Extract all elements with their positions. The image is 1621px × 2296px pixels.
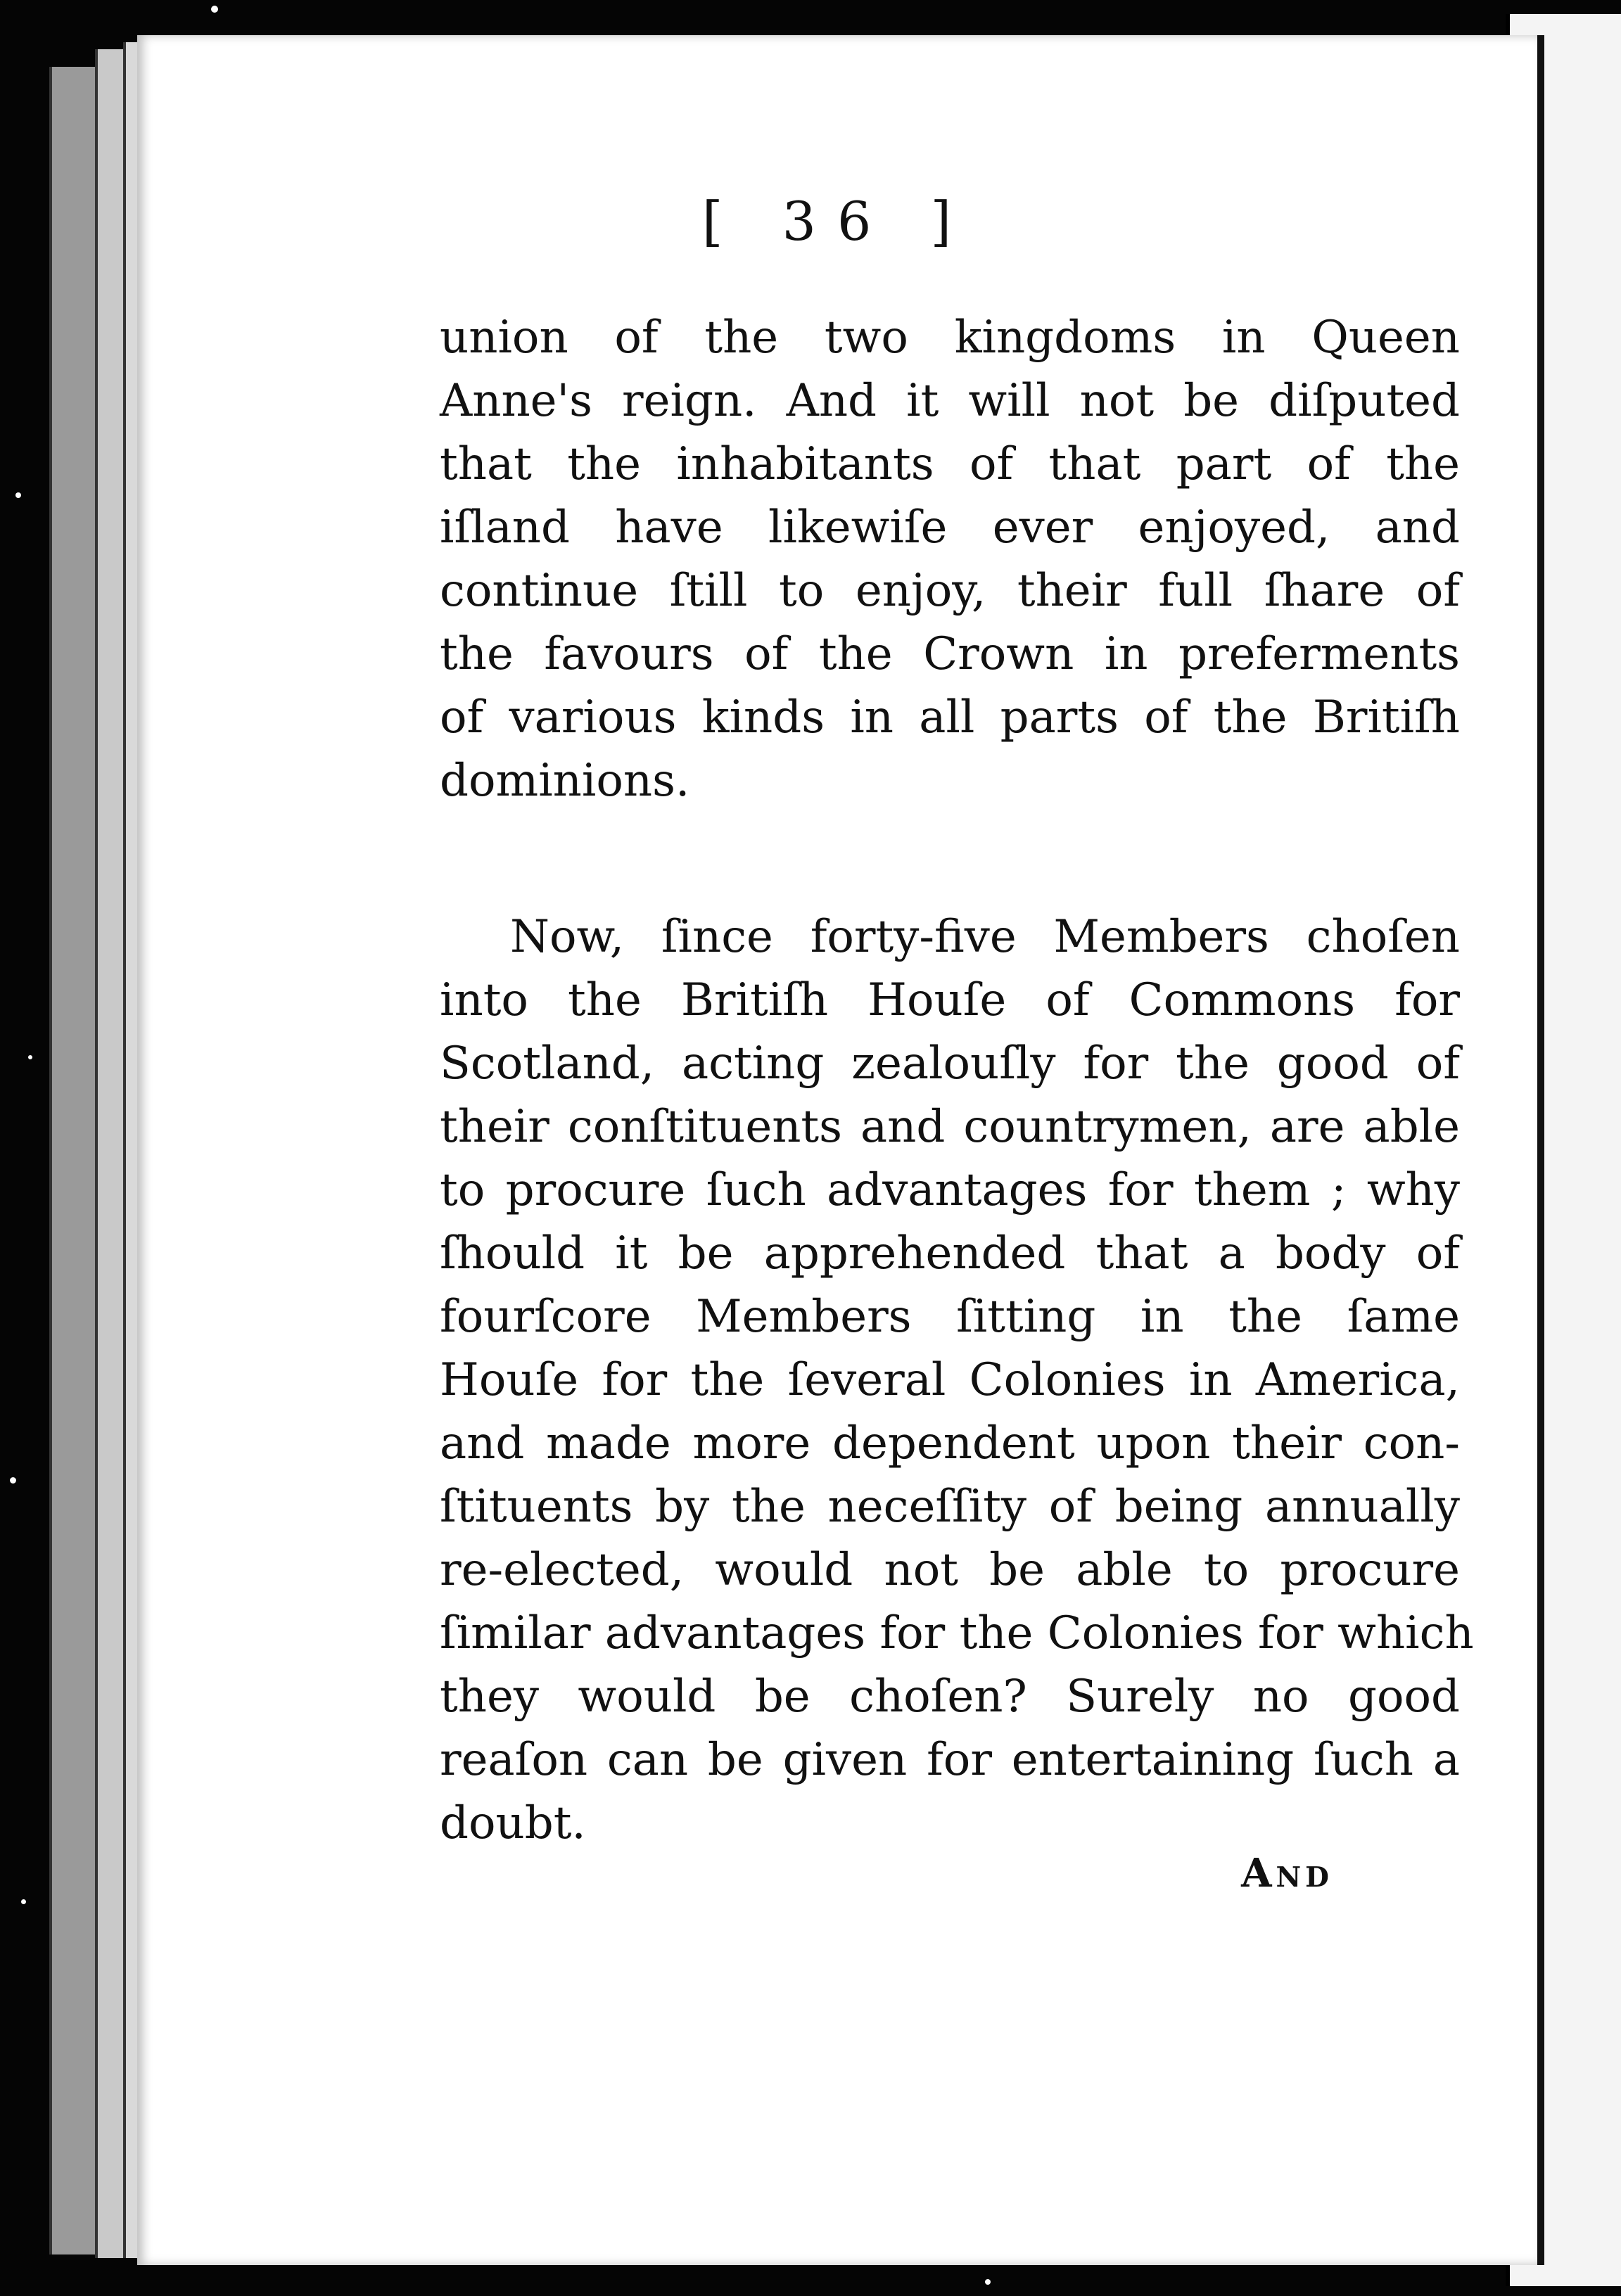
- scan-speck: [985, 2279, 991, 2285]
- scan-speck: [21, 1899, 26, 1904]
- text-line: re-elected, would not be able to procure: [440, 1544, 1460, 1596]
- scan-speck: [211, 6, 218, 13]
- text-line: ſtituents by the neceſſity of being annually: [440, 1481, 1460, 1533]
- page-number: [ 36 ]: [701, 190, 973, 253]
- text-line: to procure ſuch advantages for them ; why: [440, 1164, 1460, 1216]
- text-line: union of the two kingdoms in Queen: [440, 312, 1460, 364]
- scan-speck: [15, 492, 21, 498]
- paragraph-gap: [440, 812, 1460, 905]
- body-text: [440, 306, 1474, 1855]
- text-line: doubt.: [440, 1797, 586, 1849]
- text-line: that the inhabitants of that part of the: [440, 438, 1460, 490]
- text-line: Houſe for the ſeveral Colonies in America,: [440, 1354, 1460, 1406]
- text-line: ſhould it be apprehended that a body of: [440, 1227, 1460, 1280]
- text-line: iſland have likewiſe ever enjoyed, and: [440, 502, 1460, 554]
- text-line: reaſon can be given for entertaining ſuch a: [440, 1734, 1460, 1786]
- book-page: [137, 35, 1544, 2265]
- scan-speck: [10, 1477, 16, 1484]
- text-line: Scotland, acting zealouſly for the good of: [440, 1038, 1460, 1090]
- text-line: they would be choſen? Surely no good: [440, 1671, 1460, 1723]
- catchword: And: [1241, 1850, 1333, 1896]
- paragraph-2: [440, 905, 1474, 1855]
- text-line: dominions.: [440, 755, 690, 807]
- text-line: continue ſtill to enjoy, their full ſhare of: [440, 565, 1460, 617]
- paragraph-1: [440, 306, 1460, 812]
- text-line: of various kinds in all parts of the Britiſh: [440, 691, 1460, 744]
- text-line: into the Britiſh Houſe of Commons for: [440, 974, 1460, 1026]
- text-line: the favours of the Crown in preferments: [440, 628, 1460, 680]
- text-line: fourſcore Members ſitting in the ſame: [440, 1291, 1460, 1343]
- text-line: Now, ſince forty-five Members choſen: [510, 911, 1460, 963]
- text-line: Anne's reign. And it will not be diſputed: [440, 375, 1460, 427]
- text-line: their conſtituents and countrymen, are able: [440, 1101, 1460, 1153]
- scan-speck: [28, 1055, 32, 1059]
- text-line: ſimilar advantages for the Colonies for which: [440, 1607, 1474, 1659]
- text-line: and made more dependent upon their con-: [440, 1417, 1460, 1469]
